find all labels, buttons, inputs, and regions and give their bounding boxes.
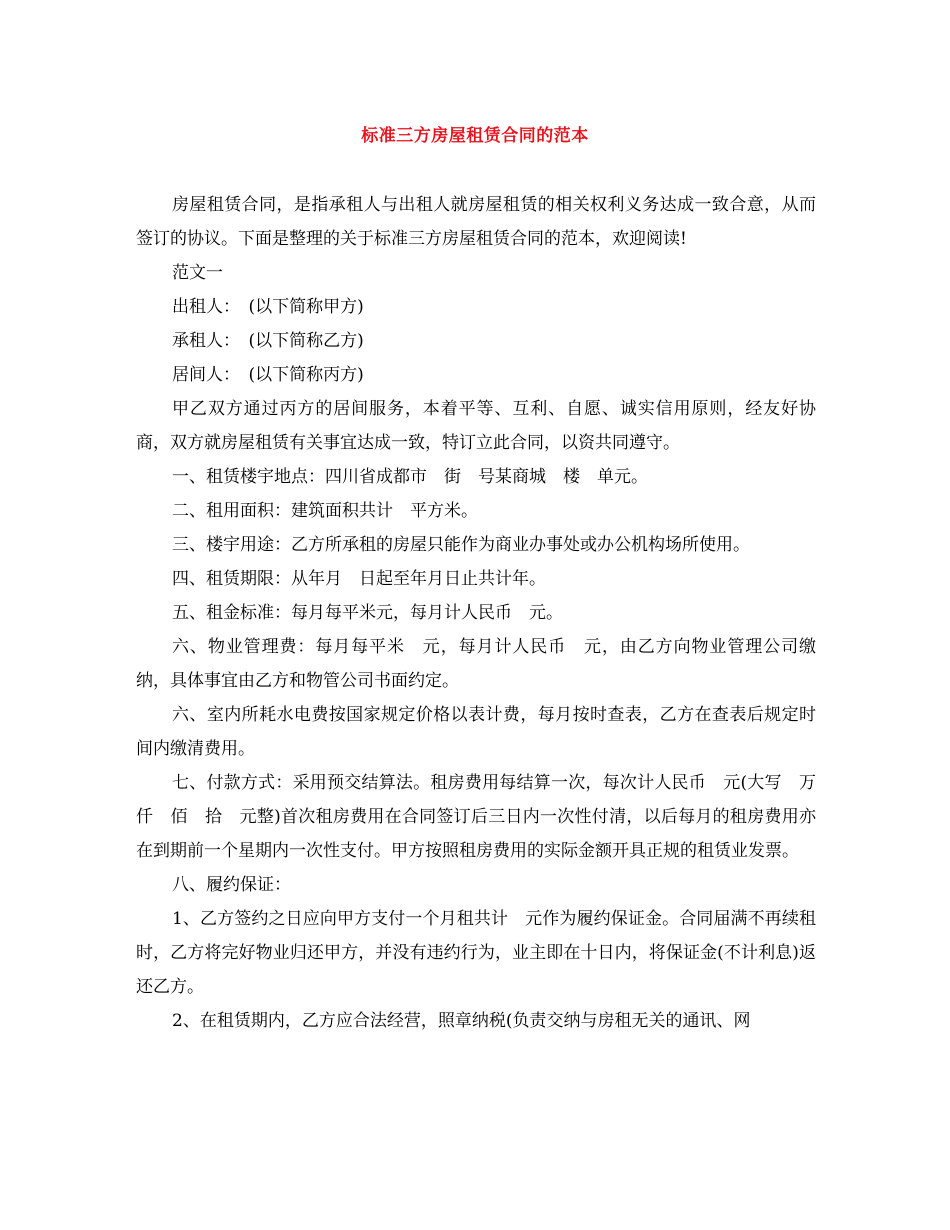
clause-guarantee-heading: 八、履约保证：	[172, 875, 291, 895]
clause-guarantee-item-2: 2、在租赁期内，乙方应合法经营，照章纳税(负责交纳与房租无关的通讯、网	[172, 1011, 751, 1031]
preamble-paragraph: 甲乙双方通过丙方的居间服务，本着平等、互利、自愿、诚实信用原则，经友好协商，双方就房屋租赁有关事宜达成一致，特订立此合同，以资共同遵守。	[136, 399, 816, 453]
clause-payment: 七、付款方式：采用预交结算法。租房费用每结算一次，每次计人民币 元(大写 万 仟 佰 拾 元整)首次租房费用在合同签订后三日内一次性付清，以后每月的租房费用亦在到期前一个星期内一次性支付。甲方按照租房费用的实际金额开具正规的租赁业发票。	[136, 773, 833, 861]
clause-guarantee-item-1: 1、乙方签约之日应向甲方支付一个月租共计 元作为履约保证金。合同届满不再续租时，乙方将完好物业归还甲方，并没有违约行为，业主即在十日内，将保证金(不计利息)返还乙方。	[136, 909, 816, 997]
clause-usage: 三、楼宇用途：乙方所承租的房屋只能作为商业办事处或办公机构场所使用。	[172, 535, 750, 555]
intro-paragraph: 房屋租赁合同，是指承租人与出租人就房屋租赁的相关权利义务达成一致合意，从而签订的协议。下面是整理的关于标准三方房屋租赁合同的范本，欢迎阅读!	[136, 195, 816, 249]
clause-utilities: 六、室内所耗水电费按国家规定价格以表计费，每月按时查表，乙方在查表后规定时间内缴清费用。	[136, 705, 816, 759]
clause-property-fee: 六、物业管理费：每月每平米 元，每月计人民币 元，由乙方向物业管理公司缴纳，具体事宜由乙方和物管公司书面约定。	[136, 637, 816, 691]
clause-rent: 五、租金标准：每月每平米元，每月计人民币 元。	[172, 603, 563, 623]
clause-term: 四、租赁期限：从年月 日起至年月日止共计年。	[172, 569, 546, 589]
lessee-line: 承租人： (以下简称乙方)	[172, 331, 364, 351]
sample-heading: 范文一	[172, 263, 223, 283]
document-body	[136, 188, 833, 1038]
clause-location: 一、租赁楼宇地点：四川省成都市 街 号某商城 楼 单元。	[172, 467, 648, 487]
intermediary-line: 居间人： (以下简称丙方)	[172, 365, 364, 385]
lessor-line: 出租人： (以下简称甲方)	[172, 297, 364, 317]
clause-area: 二、租用面积：建筑面积共计 平方米。	[172, 501, 478, 521]
document-title: 标准三方房屋租赁合同的范本	[361, 126, 589, 146]
